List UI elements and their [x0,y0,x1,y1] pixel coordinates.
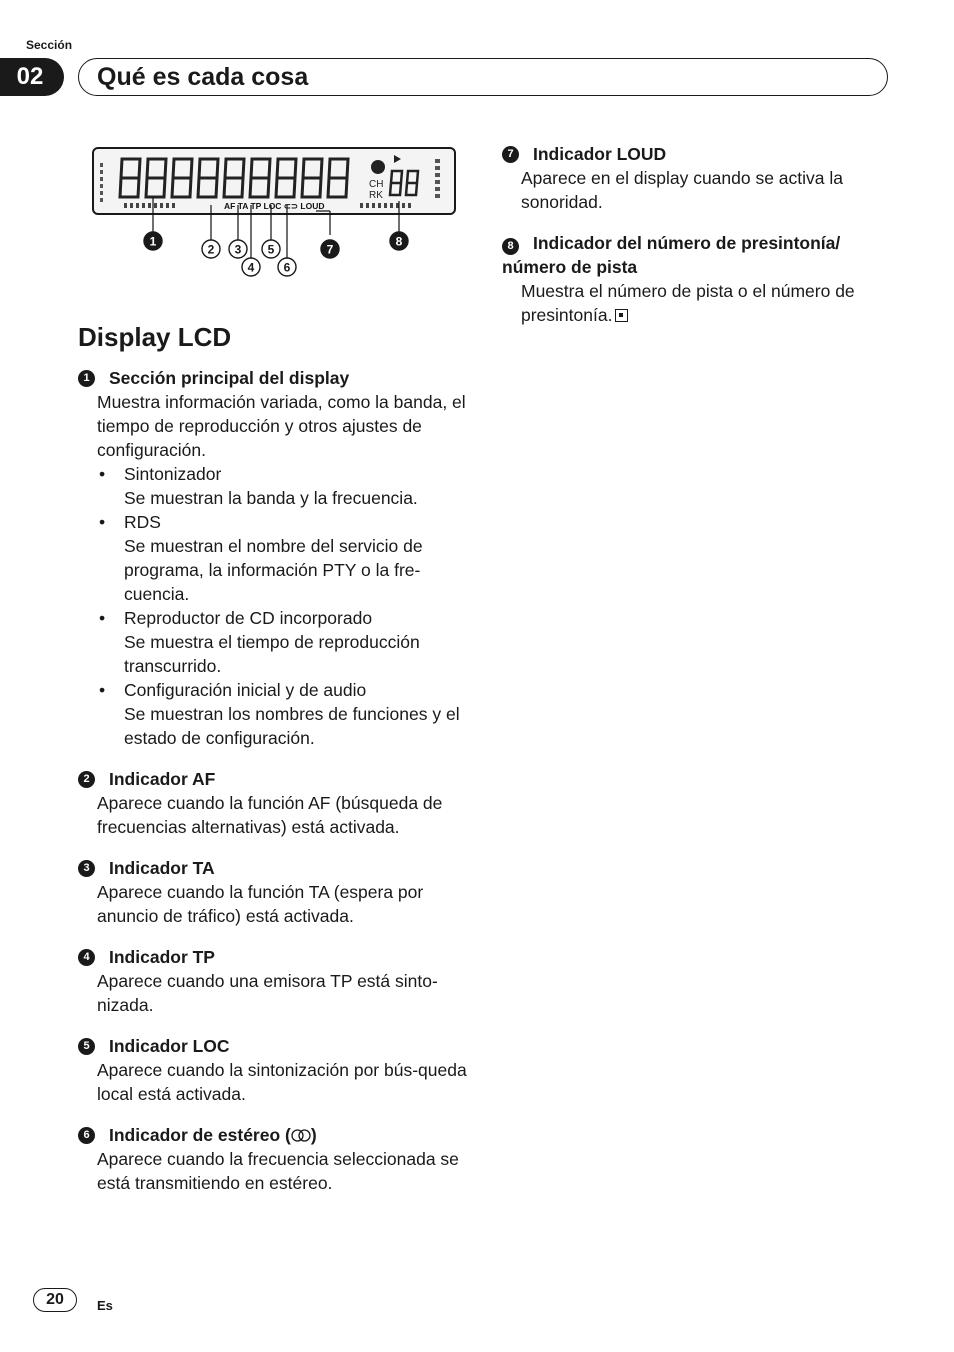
item-body: Aparece cuando la frecuencia seleccionada se está transmitiendo en estéreo. [97,1149,459,1193]
bullet-label: Sintonizador [124,464,222,484]
list-item [502,142,892,214]
list-item [78,945,468,1017]
bullet-label: Configuración inicial y de audio [124,680,367,700]
list-item [78,366,468,750]
item-title: Indicador TP [109,947,215,967]
bullet-label: RDS [124,512,161,532]
callout-number: 3 [234,242,242,257]
item-title: Indicador TA [109,858,215,878]
bullet-label: Reproductor de CD incorporado [124,608,373,628]
stereo-icon [291,1129,311,1142]
bullet-text: Se muestra el tiempo de reproducción transcurrido. [124,632,420,676]
item-body: Muestra el número de pista o el número de presintonía. [521,281,855,325]
ch-label: CH [369,179,384,190]
bullet-item: • Configuración inicial y de audio Se muestran los nombres de funciones y el estado de configuración. [97,678,468,750]
callout-number: 7 [326,242,334,257]
list-item [78,767,468,839]
number-badge: 1 [78,370,95,387]
number-badge: 3 [78,860,95,877]
page-number: 20 [33,1288,77,1312]
callout-number: 2 [207,242,215,257]
number-badge: 5 [78,1038,95,1055]
item-title-suffix: ) [310,1125,317,1145]
list-item [78,1123,468,1195]
callout-number: 5 [267,242,275,257]
section-heading: Display LCD [78,322,232,352]
item-body: Aparece cuando la sintonización por bús-queda local está activada. [97,1060,467,1104]
section-label: Sección [26,38,73,52]
item-title: Indicador LOC [109,1036,230,1056]
left-column [78,366,468,1212]
item-body: Muestra información variada, como la banda, el tiempo de reproducción y otros ajustes de configuración. [97,392,466,460]
item-title: Indicador del número de presintonía/ número de pista [502,233,841,277]
number-badge: 8 [502,238,519,255]
lcd-indicator-text: AF TA TP LOC ⊂⊃ LOUD [224,201,325,211]
number-badge: 7 [502,146,519,163]
callout-number: 1 [149,234,157,249]
callout-number: 8 [395,234,403,249]
bullet-text: Se muestran el nombre del servicio de programa, la información PTY o la fre-cuencia. [124,536,423,604]
chapter-title-bar [78,58,888,96]
list-item [78,1034,468,1106]
language-code: Es [97,1298,113,1313]
bullet-item: • RDS Se muestran el nombre del servicio de programa, la información PTY o la fre-cuencia. [97,510,468,606]
number-badge: 2 [78,771,95,788]
cd-disc-icon [371,160,385,174]
bullet-text: Se muestran la banda y la frecuencia. [124,488,418,508]
section-number-badge: 02 [0,58,64,96]
chapter-title: Qué es cada cosa [97,62,309,91]
item-title: Indicador LOUD [533,144,667,164]
callout-number: 6 [283,260,291,275]
item-body: Aparece cuando la función AF (búsqueda de frecuencias alternativas) está activada. [97,793,443,837]
callout-number: 4 [247,260,255,275]
list-item [502,231,892,327]
rk-label: RK [369,190,383,201]
lcd-display-illustration [90,145,460,285]
item-body: Aparece cuando la función TA (espera por anuncio de tráfico) está activada. [97,882,424,926]
callout-markers [144,232,408,276]
list-item [78,856,468,928]
bullet-text: Se muestran los nombres de funciones y el estado de configuración. [124,704,460,748]
item-body: Aparece cuando una emisora TP está sinto-nizada. [97,971,438,1015]
number-badge: 4 [78,949,95,966]
stop-icon [615,309,628,322]
number-badge: 6 [78,1127,95,1144]
bullet-item: • Sintonizador Se muestran la banda y la frecuencia. [99,464,418,508]
item-title-prefix: Indicador de estéreo ( [109,1125,291,1145]
item-title: Indicador AF [109,769,216,789]
bullet-item: • Reproductor de CD incorporado Se muestra el tiempo de reproducción transcurrido. [97,606,468,678]
right-column [502,142,892,344]
item-body: Aparece en el display cuando se activa la sonoridad. [521,168,844,212]
item-title: Sección principal del display [109,368,350,388]
